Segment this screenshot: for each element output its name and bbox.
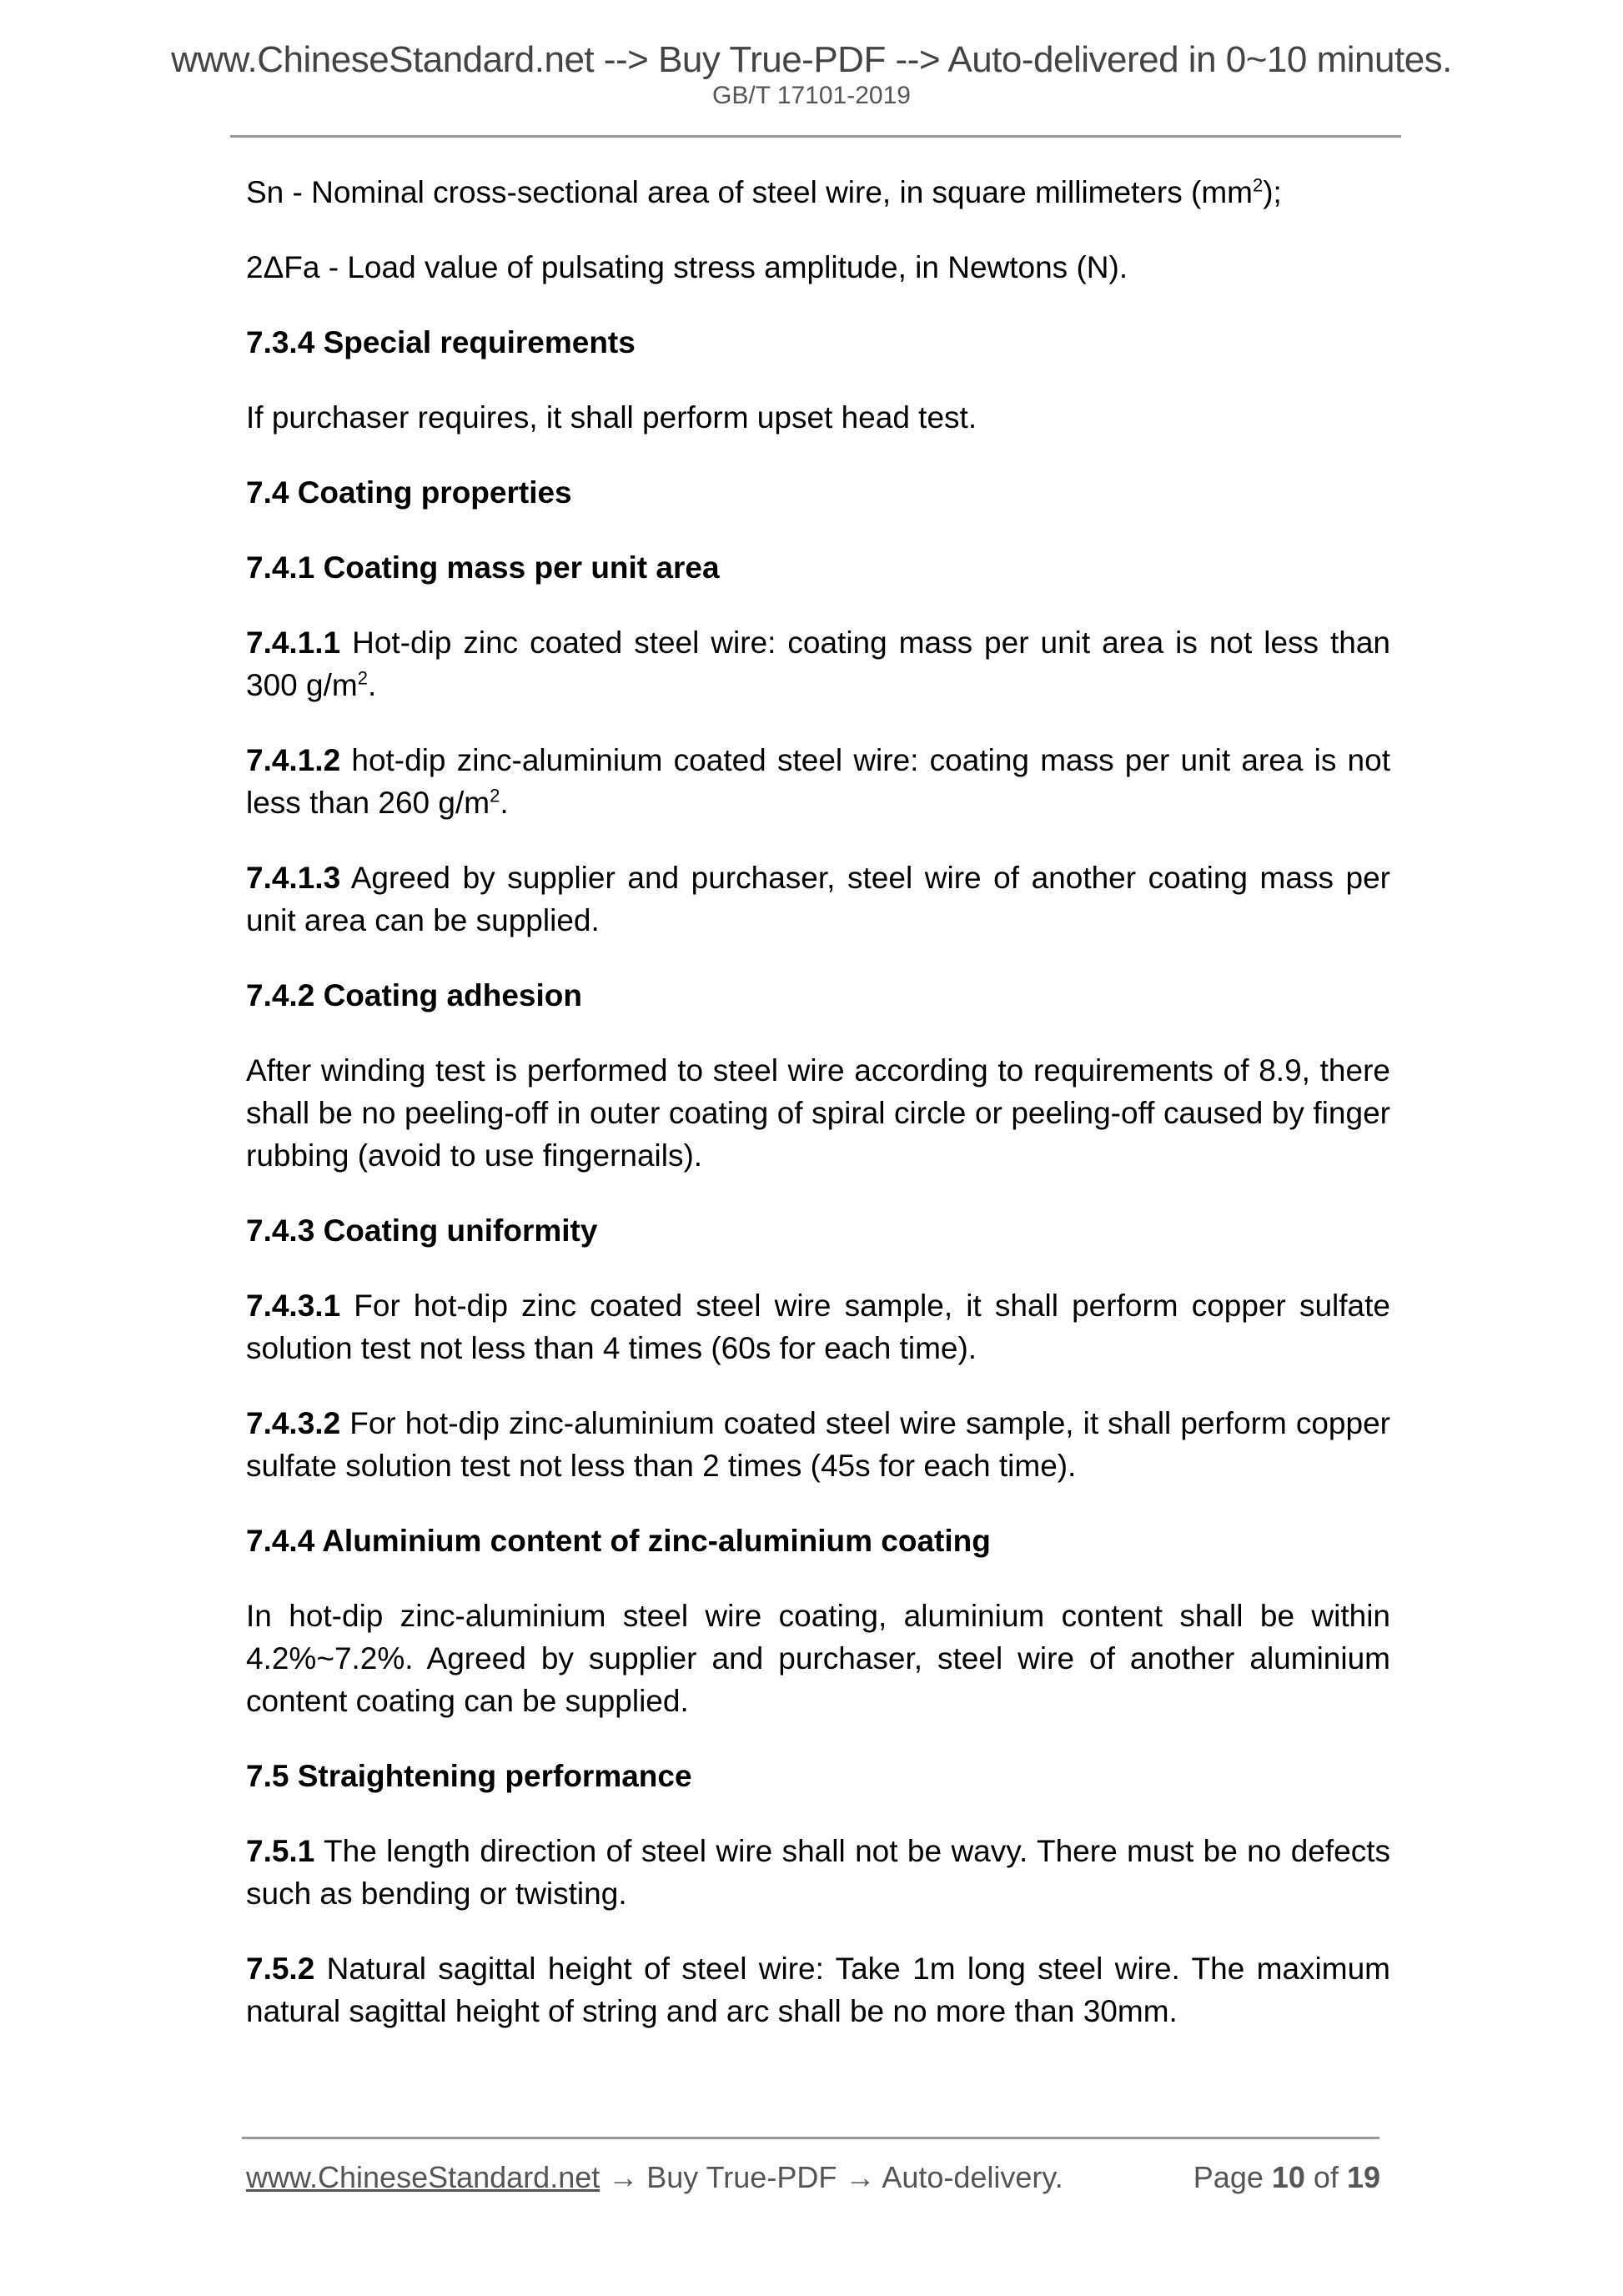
heading-7-4-1: 7.4.1 Coating mass per unit area <box>246 550 720 585</box>
clause-number: 7.5.1 <box>246 1834 315 1868</box>
paragraph-text: Agreed by supplier and purchaser, steel wire of another coating mass per unit area can be supplied. <box>246 861 1390 937</box>
paragraph-text: Hot-dip zinc coated steel wire: coating mass per unit area is not less than 300 g/m <box>246 625 1390 702</box>
clause-number: 7.4.3.1 <box>246 1289 341 1323</box>
paragraph-7-4-1-2 <box>246 739 1390 824</box>
paragraph-7-4-2: After winding test is performed to steel wire according to requirements of 8.9, there shall be no peeling-off in outer coating of spiral circle or peeling-off caused by finger rubbing (avoid to use fingernails). <box>246 1053 1390 1173</box>
document-id: GB/T 17101-2019 <box>712 82 911 109</box>
superscript: 2 <box>357 667 368 689</box>
paragraph-sn-definition <box>246 171 1390 214</box>
footer-divider <box>242 2137 1379 2139</box>
heading-7-5: 7.5 Straightening performance <box>246 1759 692 1793</box>
heading-7-4-2: 7.4.2 Coating adhesion <box>246 978 582 1012</box>
paragraph-text: The length direction of steel wire shall not be wavy. There must be no defects such as bending or twisting. <box>246 1834 1390 1911</box>
paragraph-text: For hot-dip zinc coated steel wire sample, it shall perform copper sulfate solution test not less than 4 times (60s for each time). <box>246 1289 1390 1365</box>
paragraph-text: ); <box>1263 175 1282 209</box>
heading-7-4: 7.4 Coating properties <box>246 475 572 510</box>
paragraph-7-3-4: If purchaser requires, it shall perform upset head test. <box>246 400 977 435</box>
page-label: Page <box>1193 2160 1272 2194</box>
paragraph-text: . <box>500 786 509 820</box>
heading-7-3-4: 7.3.4 Special requirements <box>246 325 636 359</box>
paragraph-text: hot-dip zinc-aluminium coated steel wire: coating mass per unit area is not less than 260 g/m <box>246 743 1390 820</box>
paragraph-7-4-1-1 <box>246 621 1390 706</box>
clause-number: 7.4.1.1 <box>246 625 341 660</box>
page-current: 10 <box>1271 2160 1305 2194</box>
footer-site-link[interactable]: www.ChineseStandard.net <box>246 2160 600 2194</box>
paragraph-7-4-3-2 <box>246 1402 1390 1487</box>
clause-number: 7.4.1.2 <box>246 743 341 777</box>
paragraph-7-4-1-3 <box>246 857 1390 942</box>
page-of-label: of <box>1304 2160 1347 2194</box>
heading-7-4-3: 7.4.3 Coating uniformity <box>246 1213 598 1248</box>
header-divider <box>230 135 1401 138</box>
clause-number: 7.4.1.3 <box>246 861 341 895</box>
paragraph-7-5-1 <box>246 1830 1390 1915</box>
footer-left <box>246 2160 1063 2194</box>
paragraph-text: . <box>367 668 377 702</box>
paragraph-load-definition: 2ΔFa - Load value of pulsating stress amplitude, in Newtons (N). <box>246 250 1128 284</box>
heading-7-4-4: 7.4.4 Aluminium content of zinc-aluminium coating <box>246 1524 991 1558</box>
paragraph-text: For hot-dip zinc-aluminium coated steel wire sample, it shall perform copper sulfate solution test not less than 2 times (45s for each time). <box>246 1406 1390 1483</box>
document-body <box>246 171 1390 2065</box>
header-banner: www.ChineseStandard.net --> Buy True-PDF --> Auto-delivered in 0~10 minutes. <box>171 39 1452 80</box>
paragraph-text: Natural sagittal height of steel wire: Take 1m long steel wire. The maximum natural sagittal height of string and arc shall be no more than 30mm. <box>246 1952 1390 2028</box>
paragraph-7-4-3-1 <box>246 1284 1390 1369</box>
paragraph-7-4-4: In hot-dip zinc-aluminium steel wire coating, aluminium content shall be within 4.2%~7.2%. Agreed by supplier and purchaser, steel wire of another aluminium content coating can be supplied. <box>246 1599 1390 1718</box>
page-indicator <box>1193 2160 1380 2195</box>
footer <box>246 2160 1380 2195</box>
paragraph-text: Sn - Nominal cross-sectional area of steel wire, in square millimeters (mm <box>246 175 1253 209</box>
clause-number: 7.5.2 <box>246 1952 315 1986</box>
page-total: 19 <box>1346 2160 1380 2194</box>
paragraph-7-5-2 <box>246 1947 1390 2032</box>
clause-number: 7.4.3.2 <box>246 1406 341 1440</box>
superscript: 2 <box>490 785 500 806</box>
footer-tagline: → Buy True-PDF → Auto-delivery. <box>600 2160 1063 2194</box>
superscript: 2 <box>1252 174 1264 196</box>
